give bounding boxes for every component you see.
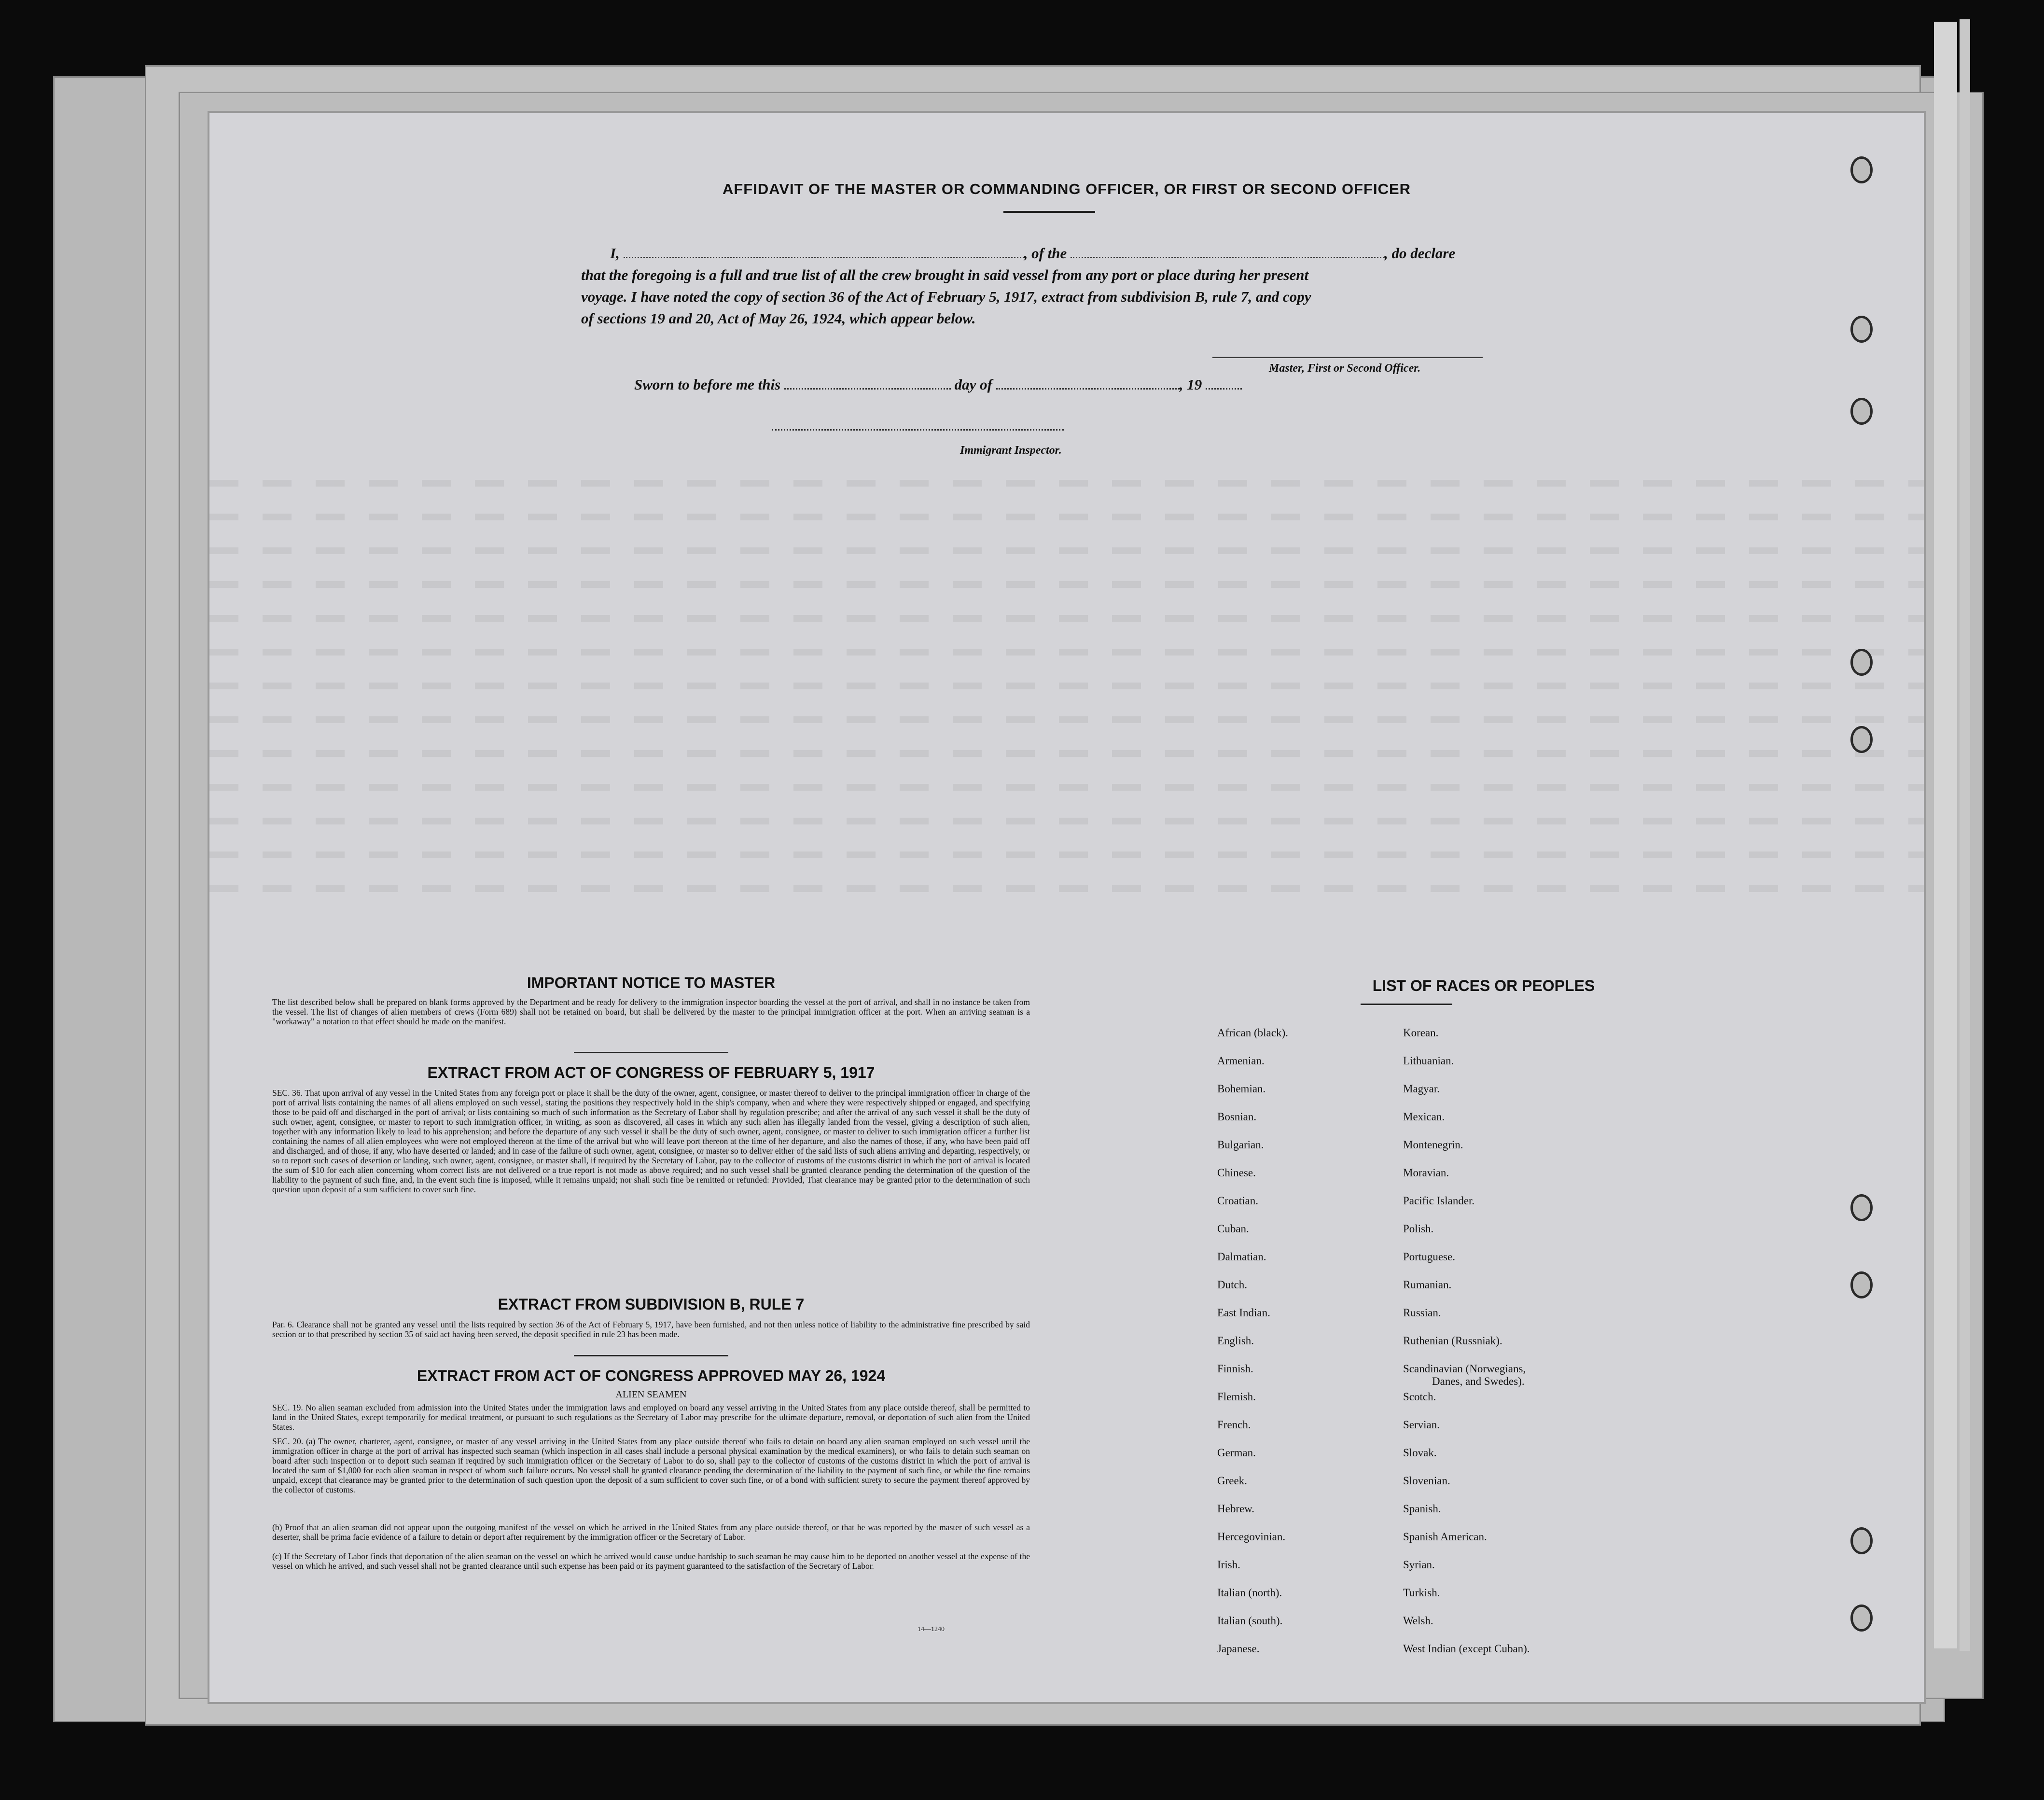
race-item: Moravian. [1403,1167,1449,1179]
bleed-through-row [209,885,1924,892]
race-item: French. [1217,1419,1251,1431]
bleed-through-row [209,716,1924,723]
affidavit-line-1 [581,242,1556,264]
notice-text: The list described below shall be prepared on blank forms approved by the Department and be ready for delivery to the immigration inspector boarding the vessel at the port of arrival, and shall in no instance be taken from the vessel. The list of changes of alien members of crews (Form 689) shall not be retained on board, but shall be delivered by the master to the principal immigration officer at the port. When an arriving seaman is a "workaway" a notation to that effect should be made on the manifest. [272,997,1030,1026]
race-item: Croatian. [1217,1195,1258,1207]
race-item: West Indian (except Cuban). [1403,1643,1530,1655]
affidavit-line-4: of sections 19 and 20, Act of May 26, 1924, which appear below. [581,310,976,327]
section-divider [574,1052,728,1053]
master-signature-caption: Master, First or Second Officer. [1269,362,1421,375]
bleed-through-row [209,649,1924,656]
race-item: Italian (north). [1217,1587,1282,1599]
race-item: Italian (south). [1217,1615,1283,1627]
binder-hole [1850,1527,1873,1554]
race-item: Greek. [1217,1475,1247,1487]
bleed-through-row [209,784,1924,791]
vessel-blank-field[interactable] [1071,245,1384,258]
race-item: Rumanian. [1403,1279,1452,1291]
binder-hole [1850,1271,1873,1298]
race-item: Pacific Islander. [1403,1195,1475,1207]
bleed-through-row [209,547,1924,554]
master-signature-line[interactable] [1212,357,1483,358]
affidavit-line-3: voyage. I have noted the copy of section 36 of the Act of February 5, 1917, extract from subdivision B, rule 7, and copy [581,288,1311,305]
bleed-through-row [209,683,1924,689]
title-divider [1003,211,1095,213]
binder-hole [1850,398,1873,425]
race-item: Korean. [1403,1027,1439,1039]
race-item: Turkish. [1403,1587,1440,1599]
bleed-through-row [209,581,1924,588]
bleed-through-row [209,851,1924,858]
notice-title: IMPORTANT NOTICE TO MASTER [527,974,776,991]
race-item: Portuguese. [1403,1251,1455,1263]
race-item: Russian. [1403,1307,1441,1319]
race-item: Irish. [1217,1559,1240,1571]
binder-hole [1850,1605,1873,1632]
races-title: LIST OF RACES OR PEOPLES [1372,977,1595,994]
sworn-line [634,376,1242,393]
bleed-through-row [209,750,1924,757]
extract-1924-sec19: SEC. 19. No alien seaman excluded from admission into the United States under the immigration laws and employed on board any vessel arriving in the United States from any place outside thereof, shall be permitted to land in the United States, except temporarily for medical treatment, or pursuant to such regulations as the Secretary of Labor may prescribe for the ultimate departure, removal, or deportation of such alien from the United States. [272,1403,1030,1432]
race-item: Syrian. [1403,1559,1435,1571]
bleed-through-row [209,818,1924,824]
race-item: Lithuanian. [1403,1055,1454,1067]
race-item: Dutch. [1217,1279,1247,1291]
race-item: Bulgarian. [1217,1139,1264,1151]
year-prefix-text: , 19 [1179,376,1202,393]
race-item: Servian. [1403,1419,1440,1431]
binder-hole [1850,1194,1873,1221]
race-item: English. [1217,1335,1254,1347]
name-blank-field[interactable] [624,245,1024,258]
sworn-month-blank[interactable] [996,377,1180,390]
race-item: Polish. [1403,1223,1434,1235]
race-item: Japanese. [1217,1643,1260,1655]
sworn-text: Sworn to before me this [634,376,781,393]
affidavit-line-2: that the foregoing is a full and true list of all the crew brought in said vessel from any port or place during her present [581,266,1309,283]
race-item: Chinese. [1217,1167,1256,1179]
binder-hole [1850,316,1873,343]
alien-seamen-subtitle: ALIEN SEAMEN [615,1389,687,1400]
page-edge [1934,22,1957,1648]
bleed-through-row [209,480,1924,487]
race-item: Mexican. [1403,1111,1445,1123]
race-item: Scotch. [1403,1391,1436,1403]
race-item: African (black). [1217,1027,1288,1039]
extract-1917-title: EXTRACT FROM ACT OF CONGRESS OF FEBRUARY 5, 1917 [427,1064,875,1081]
form-page [208,111,1926,1704]
race-item: Hebrew. [1217,1503,1255,1515]
extract-rule7-text: Par. 6. Clearance shall not be granted any vessel until the lists required by section 36 of the Act of February 5, 1917, have been furnished, and not then unless notice of liability to the administrative fine prescribed by said section or to that prescribed by section 35 of said act having been served, the deposit specified in rule 23 has been made. [272,1320,1030,1339]
race-item: Slovak. [1403,1447,1437,1459]
affidavit-i: I, [610,245,620,262]
race-item: East Indian. [1217,1307,1270,1319]
race-item: Hercegovinian. [1217,1531,1286,1543]
race-item: Flemish. [1217,1391,1256,1403]
affidavit-of-the: , of the [1024,245,1067,262]
extract-1924-title: EXTRACT FROM ACT OF CONGRESS APPROVED MAY 26, 1924 [417,1367,886,1384]
race-item: German. [1217,1447,1256,1459]
race-item: Montenegrin. [1403,1139,1463,1151]
inspector-caption: Immigrant Inspector. [960,444,1062,457]
form-number: 14—1240 [918,1626,945,1633]
affidavit-title: AFFIDAVIT OF THE MASTER OR COMMANDING OFFICER, OR FIRST OR SECOND OFFICER [722,181,1411,197]
extract-1924-sec20b: (b) Proof that an alien seaman did not appear upon the outgoing manifest of the vessel on which he arrived in the United States from any place outside thereof, or that he was reported by the master of such vessel as a deserter, shall be prima facie evidence of a failure to detain or deport after requirement by the immigration officer or the Secretary of Labor. [272,1522,1030,1542]
binder-hole [1850,156,1873,183]
race-item: Spanish. [1403,1503,1441,1515]
extract-1917-text: SEC. 36. That upon arrival of any vessel in the United States from any foreign port or place it shall be the duty of the owner, agent, consignee, or master thereof to deliver to the principal immigration officer in charge of the port of arrival lists containing the names of all aliens employed on such vessel, stating the positions they respectively hold in the ship's company, when and where they were respectively shipped or engaged, and specifying those to be paid off and discharged in the port of arrival; or lists containing so much of such information as the Secretary of Labor shall by regulation prescribe; and after the arrival of any such vessel it shall be the duty of such owner, agent, consignee, or master to report to such immigration officer, in writing, as soon as discovered, all cases in which any such alien has illegally landed from the vessel, giving a description of such alien, together with any information likely to lead to his apprehension; and before the departure of any such vessel it shall be the duty of such owner, agent, consignee, or master to deliver to such immigration officer a further list containing the names of all alien employees who were not employed thereon at the time of the arrival but who will leave port thereon at the time of her departure, and also the names of those, if any, who have been paid off and discharged, and of those, if any, who have deserted or landed; and in case of the failure of such owner, agent, consignee, or master so to deliver either of the said lists of such aliens arriving and departing, respectively, or so to report such cases of desertion or landing, such owner, agent, consignee, or master shall, if required by the Secretary of Labor, pay to the collector of customs of the customs district in which the port of arrival is located the sum of $10 for each alien concerning whom correct lists are not delivered or a true report is not made as above required; and no such vessel shall be granted clearance pending the determination of the question of the liability to the payment of such fine, and, in the event such fine is imposed, while it remains unpaid; nor shall such fine be remitted or refunded: Provided, That clearance may be granted prior to the determination of such question upon deposit of a sum sufficient to cover such fine. [272,1088,1030,1194]
extract-rule7-title: EXTRACT FROM SUBDIVISION B, RULE 7 [498,1296,805,1313]
sworn-day-blank[interactable] [784,377,951,390]
page-edge [1960,19,1970,1651]
race-item: Cuban. [1217,1223,1249,1235]
race-item: Spanish American. [1403,1531,1487,1543]
race-item: Scandinavian (Norwegians, [1403,1363,1526,1375]
race-item: Ruthenian (Russniak). [1403,1335,1502,1347]
binder-hole [1850,726,1873,753]
sworn-year-blank[interactable] [1206,377,1242,390]
inspector-signature-line[interactable] [772,429,1064,431]
race-item: Bohemian. [1217,1083,1266,1095]
races-divider [1361,1004,1452,1005]
race-item: Magyar. [1403,1083,1440,1095]
race-item: Finnish. [1217,1363,1253,1375]
affidavit-text [581,242,1556,329]
extract-1924-sec20c: (c) If the Secretary of Labor finds that deportation of the alien seaman on the vessel on which he arrived would cause undue hardship to such seaman he may cause him to be deported on another vessel at the expense of the vessel on which he arrived, and such vessel shall not be granted clearance until such expense has been paid or its payment guaranteed to the satisfaction of the Secretary of Labor. [272,1551,1030,1571]
race-item: Welsh. [1403,1615,1433,1627]
binder-hole [1850,649,1873,676]
race-item: Slovenian. [1403,1475,1450,1487]
bleed-through-row [209,514,1924,520]
affidavit-do-declare: , do declare [1384,245,1456,262]
race-item: Danes, and Swedes). [1432,1375,1525,1387]
bleed-through-row [209,615,1924,622]
race-item: Dalmatian. [1217,1251,1266,1263]
day-of-text: day of [954,376,992,393]
section-divider [574,1355,728,1356]
extract-1924-sec20a: SEC. 20. (a) The owner, charterer, agent, consignee, or master of any vessel arriving in the United States from any place outside thereof who fails to detain on board any alien seaman employed on such vessel until the immigration officer in charge at the port of arrival has inspected such seaman (which inspection in all cases shall include a personal physical examination by the medical examiners), or who fails to detain such seaman on board after such inspection or to deport such seaman if required by such immigration officer or the Secretary of Labor to do so, shall pay to the collector of customs of the customs district in which the port of arrival is located the sum of $1,000 for each alien seaman in respect of whom such failure occurs. No vessel shall be granted clearance pending the determination of the liability to the payment of such fine, or while the fine remains unpaid, except that clearance may be granted prior to the determination of such question upon the deposit of a sum sufficient to cover such fine, or of a bond with sufficient surety to secure the payment thereof approved by the collector of customs. [272,1437,1030,1494]
race-item: Armenian. [1217,1055,1265,1067]
race-item: Bosnian. [1217,1111,1257,1123]
